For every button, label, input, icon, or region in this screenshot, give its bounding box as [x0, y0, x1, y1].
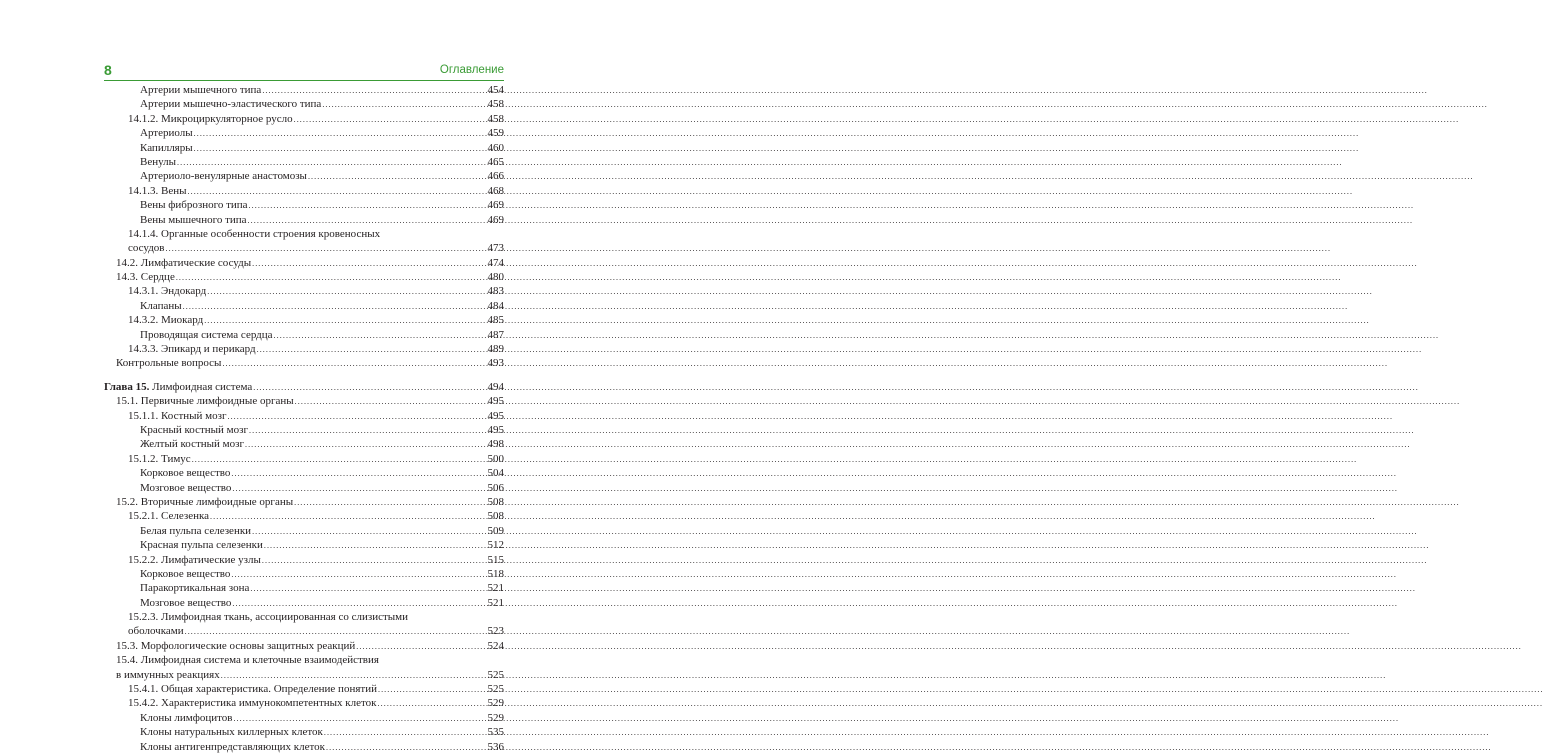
toc-entry[interactable] — [104, 198, 504, 212]
toc-entry[interactable] — [104, 610, 504, 639]
toc-entry[interactable] — [104, 126, 504, 140]
chapter-label: Глава 15. — [104, 380, 150, 393]
dot-leader — [356, 640, 486, 654]
toc-entry-title: Красный костный мозг — [140, 424, 248, 436]
toc-entry[interactable] — [104, 495, 504, 509]
toc-entry[interactable] — [104, 299, 504, 313]
toc-entry-title: Мозговое вещество — [140, 596, 232, 609]
toc-entry-title: 14.2. Лимфатические сосуды — [116, 256, 252, 269]
chapter-page-number: 494 — [487, 380, 504, 393]
dot-leader — [233, 712, 486, 726]
toc-page-number: 495 — [487, 424, 504, 436]
toc-entry-title-cont: в иммунных реакциях — [116, 668, 220, 681]
toc-page-number: 495 — [487, 395, 504, 408]
toc-page-number: 465 — [487, 155, 504, 168]
dot-leader — [245, 438, 487, 452]
toc-entry[interactable] — [104, 394, 504, 408]
toc-entry[interactable] — [104, 423, 504, 437]
toc-entry[interactable] — [104, 524, 504, 538]
toc-entry-title: 14.1.2. Микроциркуляторное русло — [128, 112, 293, 125]
toc-entry-title: 15.2.3. Лимфоидная ткань, ассоциированная со слизистыми — [128, 611, 409, 624]
toc-entry[interactable] — [104, 639, 504, 653]
toc-entry-title: Желтый костный мозг — [140, 438, 244, 451]
toc-entry-title: Белая пульпа селезенки — [140, 524, 252, 537]
dot-leader — [378, 697, 487, 711]
toc-entry[interactable] — [104, 284, 504, 298]
section-gap — [104, 371, 504, 380]
dot-leader — [252, 257, 486, 271]
dot-leader — [210, 510, 486, 524]
toc-entry-title: Корковое вещество — [140, 467, 231, 480]
toc-page-number: 525 — [487, 668, 504, 681]
dot-leader — [166, 242, 487, 256]
toc-page-number: 508 — [487, 510, 504, 523]
toc-entry[interactable] — [104, 696, 504, 710]
toc-entry-title-cont: оболочками — [128, 625, 184, 638]
toc-entry[interactable] — [104, 509, 504, 523]
toc-entry[interactable] — [104, 437, 504, 451]
toc-entry-title: Вены мышечного типа — [140, 213, 247, 226]
toc-entry-title: 14.3.2. Миокард — [128, 314, 204, 327]
toc-entry-title: 14.3. Сердце — [116, 271, 175, 284]
toc-entry[interactable] — [104, 653, 504, 682]
toc-entry-title: 15.4.2. Характеристика иммунокомпетентных клеток — [128, 697, 377, 710]
dot-leader — [227, 410, 486, 424]
toc-entry-title: 15.1. Первичные лимфоидные органы — [116, 395, 294, 408]
header-rule — [104, 80, 504, 81]
toc-page-number: 525 — [487, 683, 504, 696]
toc-entry[interactable] — [104, 313, 504, 327]
toc-entry[interactable] — [104, 227, 504, 256]
toc-entry-title-cont: сосудов — [128, 242, 165, 255]
toc-entry[interactable] — [104, 409, 504, 423]
dot-leader — [183, 300, 487, 314]
toc-entry[interactable] — [104, 581, 504, 595]
toc-entry[interactable] — [104, 155, 504, 169]
toc-page-number: 512 — [487, 539, 504, 552]
dot-leader — [274, 329, 487, 343]
toc-page-number: 487 — [487, 328, 504, 341]
toc-entry[interactable] — [104, 596, 504, 610]
dot-leader — [378, 683, 487, 697]
dot-leader — [192, 453, 487, 467]
toc-entry[interactable] — [104, 725, 504, 739]
chapter-heading[interactable] — [104, 380, 504, 394]
toc-page-number: 521 — [487, 596, 504, 609]
dot-leader — [264, 539, 487, 553]
dot-leader — [326, 741, 486, 755]
toc-page-number: 500 — [487, 452, 504, 465]
dot-leader — [262, 84, 486, 98]
toc-entry[interactable] — [104, 740, 504, 754]
toc-entry-title: 15.4.1. Общая характеристика. Определение понятий — [128, 683, 377, 696]
toc-page-number: 469 — [487, 199, 504, 212]
toc-entry-title: Вены фиброзного типа — [140, 199, 248, 212]
toc-page-number: 484 — [487, 299, 504, 312]
dot-leader — [262, 554, 487, 568]
toc-page-number: 454 — [487, 84, 504, 96]
dot-leader — [231, 568, 486, 582]
dot-leader — [221, 669, 487, 683]
toc-entry[interactable] — [104, 256, 504, 270]
toc-page-number: 483 — [487, 285, 504, 298]
toc-page-number: 523 — [487, 625, 504, 638]
toc-entry[interactable] — [104, 682, 504, 696]
toc-entry-title: Проводящая система сердца — [140, 328, 273, 341]
toc-entry[interactable] — [104, 328, 504, 342]
dot-leader — [188, 185, 487, 199]
toc-entry-title: Клапаны — [140, 299, 182, 312]
dot-leader — [204, 314, 486, 328]
toc-page-number: 506 — [487, 481, 504, 494]
dot-leader — [232, 597, 486, 611]
toc-entry-title: Клоны лимфоцитов — [140, 711, 233, 724]
dot-leader — [253, 381, 486, 395]
toc-entry-title: 14.3.1. Эндокард — [128, 285, 207, 298]
toc-entry-title: 15.2.1. Селезенка — [128, 510, 210, 523]
toc-page-number: 458 — [487, 98, 504, 111]
toc-entry[interactable] — [104, 356, 504, 370]
toc-entry-title: Контрольные вопросы — [116, 357, 222, 370]
toc-page-number: 480 — [487, 271, 504, 284]
toc-entry-title: 15.4. Лимфоидная система и клеточные взаимодействия — [116, 654, 379, 667]
table-of-contents — [104, 83, 504, 754]
toc-page-number: 536 — [487, 740, 504, 753]
toc-entry-title: Артериолы — [140, 127, 193, 140]
toc-entry[interactable] — [104, 481, 504, 495]
dot-leader — [185, 625, 487, 639]
toc-page-number: 508 — [487, 495, 504, 508]
dot-leader — [177, 156, 486, 170]
page-header — [104, 62, 504, 80]
dot-leader — [207, 285, 486, 299]
toc-entry-title: 14.3.3. Эпикард и перикард — [128, 343, 256, 356]
dot-leader — [231, 467, 486, 481]
toc-page-number: 489 — [487, 343, 504, 356]
dot-leader — [252, 525, 486, 539]
dot-leader — [232, 482, 486, 496]
toc-entry[interactable] — [104, 452, 504, 466]
dot-leader — [322, 98, 486, 112]
toc-entry-title: 15.2.2. Лимфатические узлы — [128, 553, 261, 566]
toc-entry[interactable] — [104, 213, 504, 227]
toc-page-number: 458 — [487, 112, 504, 125]
toc-page-number: 473 — [487, 242, 504, 255]
dot-leader — [324, 726, 487, 740]
chapter-title — [104, 380, 253, 394]
toc-page-number: 495 — [487, 409, 504, 422]
toc-entry[interactable] — [104, 538, 504, 552]
dot-leader — [295, 395, 487, 409]
toc-page-number: 498 — [487, 438, 504, 451]
toc-entry-title: Артерии мышечно-эластического типа — [140, 98, 322, 111]
toc-entry-title: Капилляры — [140, 141, 193, 154]
running-section-title: Оглавление — [439, 64, 504, 76]
dot-leader — [249, 199, 487, 213]
toc-entry-title: 15.3. Морфологические основы защитных реакций — [116, 639, 356, 652]
toc-entry[interactable] — [104, 567, 504, 581]
toc-page-number: 524 — [487, 639, 504, 652]
toc-page-number: 509 — [487, 524, 504, 537]
toc-entry-title: Паракортикальная зона — [140, 582, 250, 595]
dot-leader — [194, 127, 487, 141]
dot-leader — [250, 582, 486, 596]
toc-entry[interactable] — [104, 270, 504, 284]
dot-leader — [222, 357, 486, 371]
toc-entry-title: Красная пульпа селезенки — [140, 539, 263, 552]
toc-entry[interactable] — [104, 466, 504, 480]
toc-entry[interactable] — [104, 184, 504, 198]
toc-page-number: 466 — [487, 170, 504, 183]
toc-entry[interactable] — [104, 169, 504, 183]
page-number: 8 — [104, 62, 112, 78]
toc-page-number: 485 — [487, 314, 504, 327]
toc-page-number: 504 — [487, 467, 504, 480]
toc-entry[interactable] — [104, 553, 504, 567]
toc-entry[interactable] — [104, 97, 504, 111]
toc-entry-title: 15.1.2. Тимус — [128, 452, 191, 465]
toc-entry-title: 14.1.4. Органные особенности строения кровеносных — [128, 227, 381, 240]
dot-leader — [308, 170, 487, 184]
toc-entry-title: Клоны натуральных киллерных клеток — [140, 726, 323, 739]
toc-page-number: 469 — [487, 213, 504, 226]
toc-page-number: 460 — [487, 141, 504, 154]
toc-entry-title: Клоны антигенпредставляющих клеток — [140, 740, 326, 753]
toc-page-number: 515 — [487, 553, 504, 566]
toc-entry[interactable] — [104, 112, 504, 126]
toc-entry[interactable] — [104, 83, 504, 97]
toc-entry-title: Венулы — [140, 155, 177, 168]
dot-leader — [194, 142, 487, 156]
toc-page-number: 521 — [487, 582, 504, 595]
toc-entry[interactable] — [104, 342, 504, 356]
dot-leader — [248, 214, 487, 228]
toc-entry-title: 14.1.3. Вены — [128, 184, 187, 197]
toc-page-number: 535 — [487, 726, 504, 739]
toc-entry-title: 15.1.1. Костный мозг — [128, 409, 227, 422]
toc-entry-title: 15.2. Вторичные лимфоидные органы — [116, 495, 294, 508]
dot-leader — [176, 271, 487, 285]
chapter-name: Лимфоидная система — [149, 380, 253, 393]
toc-page-number: 518 — [487, 567, 504, 580]
toc-entry-title: Артериоло-венулярные анастомозы — [140, 170, 307, 183]
toc-page-number: 468 — [487, 184, 504, 197]
toc-entry-title: Корковое вещество — [140, 567, 231, 580]
toc-entry-title: Мозговое вещество — [140, 481, 232, 494]
toc-entry[interactable] — [104, 141, 504, 155]
toc-page-number: 529 — [487, 697, 504, 710]
dot-leader — [294, 113, 487, 127]
toc-page-number: 529 — [487, 711, 504, 724]
dot-leader — [249, 424, 487, 438]
dot-leader — [257, 343, 487, 357]
toc-entry[interactable] — [104, 711, 504, 725]
toc-page-number: 474 — [487, 256, 504, 269]
toc-entry-title: Артерии мышечного типа — [140, 84, 262, 96]
dot-leader — [294, 496, 486, 510]
toc-page-number: 493 — [487, 357, 504, 370]
toc-page-number: 459 — [487, 127, 504, 140]
